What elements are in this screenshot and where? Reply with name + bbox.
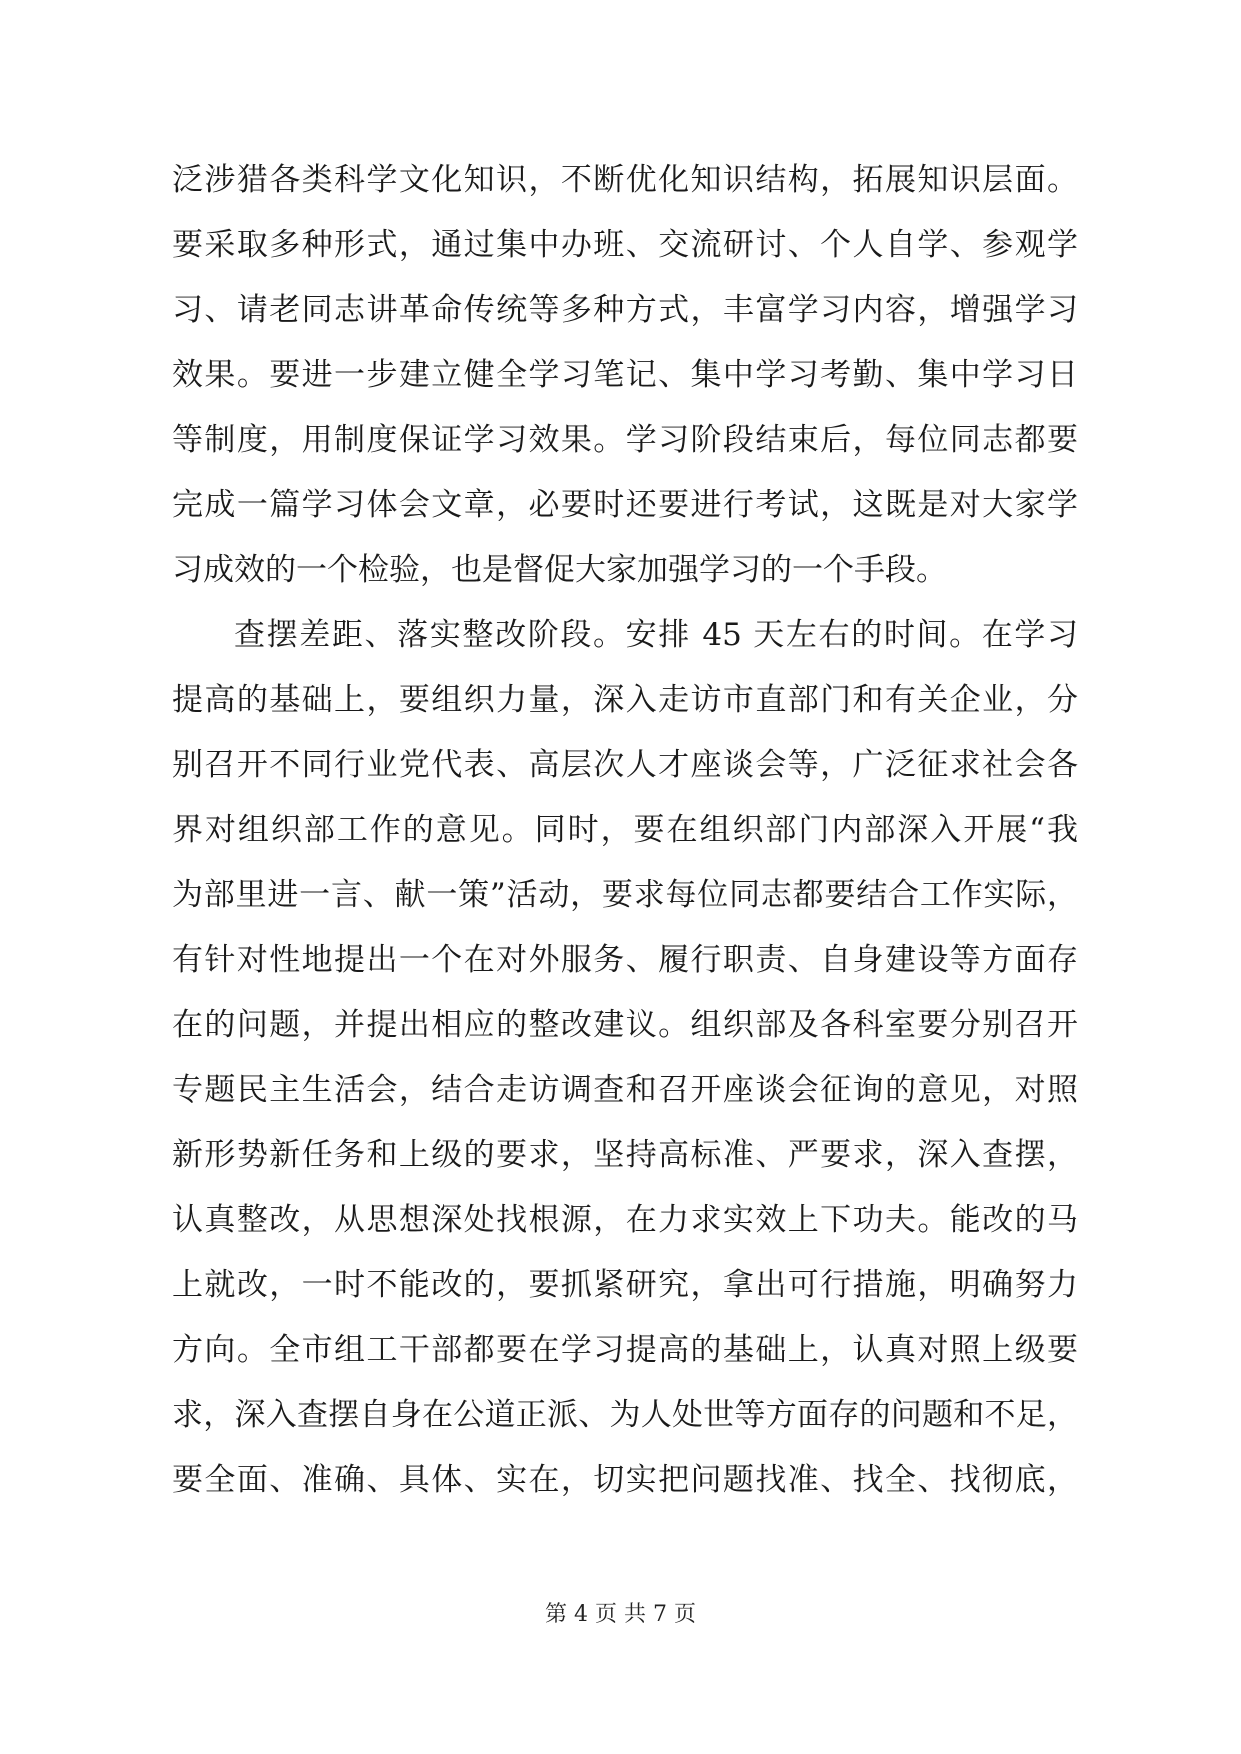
paragraph-line: 效果。要进一步建立健全学习笔记、集中学习考勤、集中学习日: [172, 357, 1078, 393]
paragraph-line: 查摆差距、落实整改阶段。安排 45 天左右的时间。在学习: [234, 617, 1078, 653]
paragraph-line: 要采取多种形式，通过集中办班、交流研讨、个人自学、参观学: [172, 227, 1078, 263]
paragraph-line: 界对组织部工作的意见。同时，要在组织部门内部深入开展“我: [172, 812, 1078, 848]
paragraph-line: 在的问题，并提出相应的整改建议。组织部及各科室要分别召开: [172, 1007, 1078, 1043]
paragraph-line: 完成一篇学习体会文章，必要时还要进行考试，这既是对大家学: [172, 487, 1078, 523]
paragraph-line: 别召开不同行业党代表、高层次人才座谈会等，广泛征求社会各: [172, 747, 1078, 783]
paragraph-line: 求，深入查摆自身在公道正派、为人处世等方面存的问题和不足，: [172, 1397, 1078, 1433]
paragraph-line: 上就改，一时不能改的，要抓紧研究，拿出可行措施，明确努力: [172, 1267, 1078, 1303]
paragraph-line: 为部里进一言、献一策”活动，要求每位同志都要结合工作实际，: [172, 877, 1078, 913]
paragraph-line: 提高的基础上，要组织力量，深入走访市直部门和有关企业，分: [172, 682, 1078, 718]
paragraph-line: 等制度，用制度保证学习效果。学习阶段结束后，每位同志都要: [172, 422, 1078, 458]
page-number-footer: 第 4 页 共 7 页: [545, 1602, 696, 1627]
paragraph-line: 专题民主生活会，结合走访调查和召开座谈会征询的意见，对照: [172, 1072, 1078, 1108]
paragraph-line: 有针对性地提出一个在对外服务、履行职责、自身建设等方面存: [172, 942, 1078, 978]
paragraph-line: 要全面、准确、具体、实在，切实把问题找准、找全、找彻底，: [172, 1462, 1078, 1498]
paragraph-line: 方向。全市组工干部都要在学习提高的基础上，认真对照上级要: [172, 1332, 1078, 1368]
paragraph-line: 新形势新任务和上级的要求，坚持高标准、严要求，深入查摆，: [172, 1137, 1078, 1173]
paragraph-line: 泛涉猎各类科学文化知识，不断优化知识结构，拓展知识层面。: [172, 162, 1078, 198]
paragraph-line: 认真整改，从思想深处找根源，在力求实效上下功夫。能改的马: [172, 1202, 1078, 1238]
paragraph-line: 习、请老同志讲革命传统等多种方式，丰富学习内容，增强学习: [172, 292, 1078, 328]
paragraph-line: 习成效的一个检验，也是督促大家加强学习的一个手段。: [172, 552, 947, 588]
